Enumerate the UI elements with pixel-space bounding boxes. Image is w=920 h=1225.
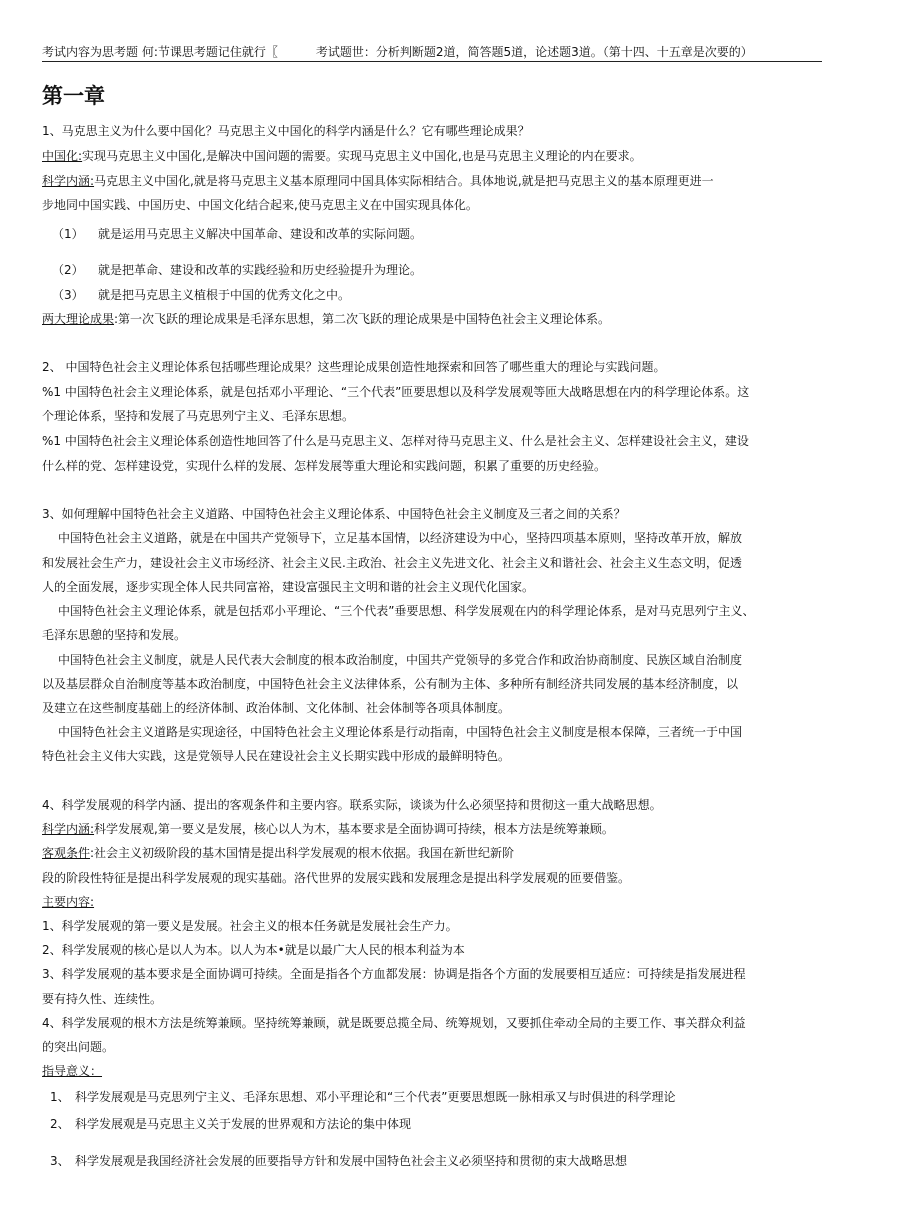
q1-zhongguohua (42, 148, 642, 164)
q4-neirong-4-cont: 的突出问题。 (42, 1040, 115, 1054)
q3-line-5: 毛泽东思憩的坚持和发展。 (42, 628, 187, 642)
q2-title: 2、 中国特色社会主义理论体系包括哪些理论成果？这些理论成果创造性地探索和回答了哪些重大的理论与实践问题。 (42, 360, 666, 374)
q4-neirong-2: 2、科学发展观的核心是以人为本。以人为本•就是以最广大人民的根本利益为本 (42, 943, 465, 957)
q4-yiyi-1-num: 1、 (50, 1090, 70, 1104)
q2-p2-line2: 什么样的党、怎样建设党，实现什么样的发展、怎样发展等重大理论和实践问题，积累了重要的历史经验。 (42, 459, 607, 473)
q4-yiyi-3-text: 科学发展观是我国经济社会发展的匝要指导方针和发展中国特色社会主义必须坚持和贯彻的束大战略思想 (75, 1154, 628, 1168)
q3-line-3: 人的全面发展，逐步实现全体人民共同富裕，建设富强民主文明和谐的社会主义现代化国家。 (42, 580, 535, 594)
q1-title: 1、马克思主义为什么要中国化？马克思主义中国化的科学内涵是什么？它有哪些理论成果？ (42, 124, 530, 138)
page-header (42, 44, 822, 62)
q4-tiaojian-text1: :社会主义初级阶段的基木国情是提出科学发展观的根木依据。我国在新世纪新阶 (90, 846, 515, 860)
q1-zhongguohua-text: 实现马克思主义中国化,是解决中国问题的需要。实现马克思主义中国化,也是马克思主义理论的内在要求。 (82, 149, 642, 163)
q4-tiaojian (42, 845, 514, 861)
q4-title: 4、科学发展观的科学内涵、提出的客观条件和主要内容。联系实际，谈谈为什么必须坚持和贯彻这一重大战略思想。 (42, 798, 662, 812)
q1-item-2-num: （2） (52, 263, 84, 277)
q1-neihan (42, 173, 714, 189)
q4-neirong-3-cont: 要有持久性、连续性。 (42, 992, 163, 1006)
q4-yiyi-3-num: 3、 (50, 1154, 70, 1168)
q1-item-3-text: 就是把马克思主义植根于中国的优秀文化之中。 (98, 288, 351, 302)
q4-tiaojian-label: 客观条件 (42, 846, 91, 860)
q1-item-1-num: （1） (52, 227, 84, 241)
q4-neihan (42, 821, 614, 837)
q4-neirong-1: 1、科学发展观的第一要义是发展。社会主义的根本任务就是发展社会生产力。 (42, 919, 458, 933)
q3-line-1: 中国特色社会主义道路，就是在中国共产党领导下，立足基本国情，以经济建设为中心，坚持四项基本原则，坚持改革开放，解放 (58, 531, 743, 545)
q4-tiaojian-cont: 段的阶段性特征是提出科学发展观的现实基础。洛代世界的发展实践和发展理念是提出科学发展观的匝要借鉴。 (42, 871, 631, 885)
q2-p1-line2: 个理论体系，坚持和发展了马克思列宁主义、毛泽东思想。 (42, 409, 355, 423)
q4-neirong-4: 4、科学发展观的根木方法是统筹兼顾。坚持统筹兼顾，就是既要总揽全局、统筹规划，又要抓住牵动全局的主要工作、事关群众利益 (42, 1016, 746, 1030)
q4-neihan-text: 科学发展观,第一要义是发展，核心以人为木，基本要求是全面协调可持续，根本方法是统筹兼顾。 (94, 822, 614, 836)
q1-neihan-label: 科学内涵: (42, 174, 95, 188)
q1-chengguo (42, 311, 610, 327)
q1-item-1-text: 就是运用马克思主义解决中国革命、建设和改革的实际问题。 (98, 227, 423, 241)
q4-yiyi-1-text: 科学发展观是马克思列宁主义、毛泽东思想、邓小平理论和“三个代表”更要思想既一脉相承又与时俱进的科学理论 (75, 1090, 676, 1104)
q1-neihan-text1: 马克思主义中国化,就是将马克思主义基本原理同中国具体实际相结合。具体地说,就是把马克思主义的基本原理更进一 (94, 174, 714, 188)
q4-neirong-label: 主要内容: (42, 895, 95, 909)
q1-item-2-text: 就是把革命、建设和改革的实践经验和历史经验提升为理论。 (98, 263, 423, 277)
q1-item-3-num: （3） (52, 288, 84, 302)
q1-zhongguohua-label: 中国化: (42, 149, 83, 163)
q3-line-2: 和发展社会生产力，建设社会主义市场经济、社会主义民.主政治、社会主义先进文化、社会主义和谐社会、社会主义生态文明，促透 (42, 556, 742, 570)
q4-neirong-3: 3、科学发展观的基本要求是全面协调可持续。全面是指各个方血都发展：协调是指各个方面的发展要相互适应：可持续是指发展进程 (42, 967, 746, 981)
q4-yiyi-label: 指导意义： (42, 1064, 103, 1078)
q3-title: 3、如何理解中国特色社会主义道路、中国特色社会主义理论体系、中国特色社会主义制度及三者之间的关系？ (42, 507, 626, 521)
q3-line-10: 特色社会主义伟大实践，这是党领导人民在建设社会主义长期实践中形成的最鲜明特色。 (42, 749, 511, 763)
q4-neihan-label: 科学内涵: (42, 822, 95, 836)
q1-neihan-cont: 步地同中国实践、中国历史、中国文化结合起来,使马克思主义在中国实现具体化。 (42, 198, 478, 212)
q2-p1-line1: %1 中国特色社会主义理论体系，就是包括邓小平理论、“三个代表”匝要思想以及科学发展观等匝大战略思想在内的科学理论体系。这 (42, 385, 750, 399)
q3-line-9: 中国特色社会主义道路是实现途径，中国特色社会主义理论体系是行动指南，中国特色社会主义制度是根本保障，三者统一于中国 (58, 725, 743, 739)
q3-line-6: 中国特色社会主义制度，就是人民代表大会制度的根本政治制度，中国共产党领导的多党合作和政治协商制度、民族区域自治制度 (58, 653, 743, 667)
q3-line-4: 中国特色社会主义理论体系，就是包括邓小平理论、“三个代表”垂要思想、科学发展观在内的科学理论体系，是对马克思列宁主义、 (58, 604, 755, 618)
header-left: 考试内容为思考题 何:节课思考题记住就行〖 (42, 45, 278, 59)
q4-yiyi-2-num: 2、 (50, 1117, 70, 1131)
q3-line-7: 以及基层群众自治制度等基本政治制度，中国特色社会主义法律体系，公有制为主体、多种所有制经济共同发展的基本经济制度，以 (42, 677, 739, 691)
q2-p2-line1: %1 中国特色社会主义理论体系创造性地回答了什么是马克思主义、怎样对待马克思主义、什么是社会主义、怎样建设社会主义，建设 (42, 434, 749, 448)
header-right: 考试题世：分析判断题2道，简答题5道，论述题3道。（第十四、十五章是次要的） (315, 45, 753, 59)
chapter-title: 第一章 (42, 84, 105, 108)
q4-yiyi-2-text: 科学发展观是马克思主义关于发展的世界观和方法论的集中体现 (75, 1117, 412, 1131)
q3-line-8: 及建立在这些制度基础上的经济体制、政治体制、文化体制、社会体制等各项具体制度。 (42, 701, 511, 715)
q1-chengguo-text: :第一次飞跃的理论成果是毛泽东思想，第二次飞跃的理论成果是中国特色社会主义理论体系。 (114, 312, 611, 326)
q1-chengguo-label: 两大理论成果 (42, 312, 115, 326)
